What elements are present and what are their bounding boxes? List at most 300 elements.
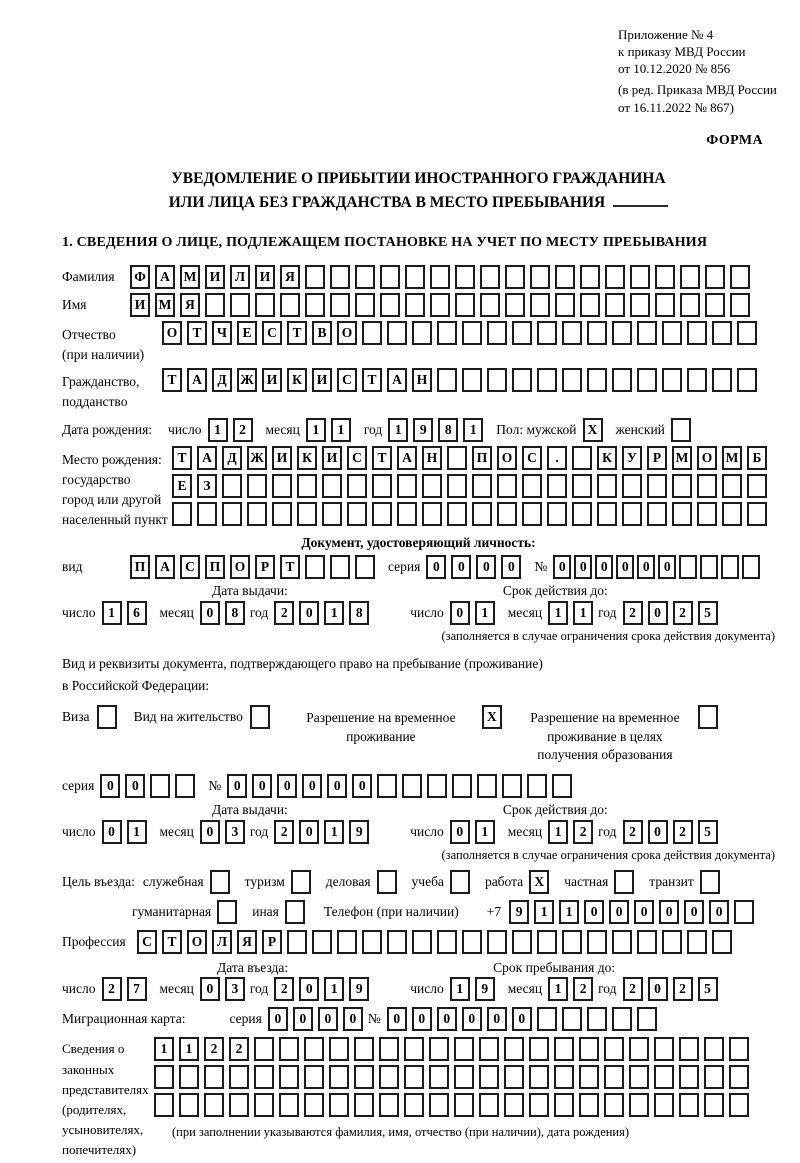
form-cell[interactable]: 9 [475, 977, 495, 1001]
form-number-blank[interactable] [613, 192, 668, 207]
form-cell[interactable] [587, 930, 607, 954]
form-cell[interactable] [487, 368, 507, 392]
form-cell[interactable] [512, 321, 532, 345]
form-cell[interactable] [529, 1093, 549, 1117]
form-cell[interactable] [477, 774, 497, 798]
form-cell[interactable]: 3 [225, 977, 245, 1001]
form-cell[interactable]: Е [172, 474, 192, 498]
form-cell[interactable] [587, 321, 607, 345]
form-cell[interactable] [455, 265, 475, 289]
form-cell[interactable] [742, 555, 760, 579]
form-cell[interactable]: 0 [387, 1007, 407, 1031]
form-cell[interactable] [329, 1093, 349, 1117]
form-cell[interactable]: Я [237, 930, 257, 954]
form-cell[interactable] [305, 265, 325, 289]
form-cell[interactable] [347, 474, 367, 498]
form-cell[interactable]: 0 [100, 774, 120, 798]
form-cell[interactable] [614, 870, 634, 894]
form-cell[interactable]: 2 [623, 820, 643, 844]
form-cell[interactable]: 2 [673, 820, 693, 844]
form-cell[interactable]: К [297, 446, 317, 470]
form-cell[interactable]: 9 [509, 900, 529, 924]
form-cell[interactable] [154, 1065, 174, 1089]
form-cell[interactable] [250, 705, 270, 729]
form-cell[interactable]: 9 [349, 820, 369, 844]
form-cell[interactable] [172, 502, 192, 526]
form-cell[interactable] [379, 1065, 399, 1089]
form-cell[interactable] [397, 502, 417, 526]
form-cell[interactable]: 0 [252, 774, 272, 798]
form-cell[interactable] [222, 474, 242, 498]
form-cell[interactable]: 5 [698, 601, 718, 625]
form-cell[interactable]: 0 [659, 900, 679, 924]
form-cell[interactable] [612, 321, 632, 345]
form-cell[interactable] [554, 1093, 574, 1117]
form-cell[interactable] [729, 1037, 749, 1061]
form-cell[interactable] [337, 930, 357, 954]
form-cell[interactable] [210, 870, 230, 894]
form-cell[interactable] [204, 1065, 224, 1089]
form-cell[interactable] [530, 293, 550, 317]
form-cell[interactable] [672, 502, 692, 526]
form-cell[interactable]: 6 [127, 601, 147, 625]
form-cell[interactable] [377, 774, 397, 798]
form-cell[interactable] [272, 474, 292, 498]
form-cell[interactable]: У [622, 446, 642, 470]
form-cell[interactable]: И [262, 368, 282, 392]
form-cell[interactable]: П [205, 555, 225, 579]
form-cell[interactable] [597, 474, 617, 498]
form-cell[interactable] [671, 418, 691, 442]
form-cell[interactable] [505, 293, 525, 317]
form-cell[interactable]: X [529, 870, 549, 894]
form-cell[interactable]: 8 [225, 601, 245, 625]
form-cell[interactable]: 5 [698, 977, 718, 1001]
form-cell[interactable] [217, 900, 237, 924]
form-cell[interactable]: 0 [277, 774, 297, 798]
form-cell[interactable]: О [697, 446, 717, 470]
form-cell[interactable]: 0 [501, 555, 521, 579]
form-cell[interactable]: 0 [299, 977, 319, 1001]
form-cell[interactable] [712, 321, 732, 345]
form-cell[interactable]: О [230, 555, 250, 579]
form-cell[interactable]: 5 [698, 820, 718, 844]
form-cell[interactable]: Н [412, 368, 432, 392]
form-cell[interactable] [555, 265, 575, 289]
form-cell[interactable] [462, 368, 482, 392]
form-cell[interactable]: 2 [573, 977, 593, 1001]
form-cell[interactable] [630, 265, 650, 289]
form-cell[interactable]: 2 [229, 1037, 249, 1061]
form-cell[interactable]: И [255, 265, 275, 289]
form-cell[interactable] [562, 368, 582, 392]
form-cell[interactable]: 0 [450, 601, 470, 625]
form-cell[interactable] [329, 1065, 349, 1089]
form-cell[interactable]: Р [262, 930, 282, 954]
form-cell[interactable] [562, 321, 582, 345]
form-cell[interactable]: Ч [212, 321, 232, 345]
form-cell[interactable] [430, 293, 450, 317]
form-cell[interactable] [380, 293, 400, 317]
form-cell[interactable] [254, 1065, 274, 1089]
form-cell[interactable]: П [130, 555, 150, 579]
form-cell[interactable] [562, 1007, 582, 1031]
form-cell[interactable]: В [312, 321, 332, 345]
form-cell[interactable]: 0 [352, 774, 372, 798]
form-cell[interactable] [429, 1093, 449, 1117]
form-cell[interactable]: 0 [648, 977, 668, 1001]
form-cell[interactable] [312, 930, 332, 954]
form-cell[interactable]: А [155, 265, 175, 289]
form-cell[interactable] [479, 1037, 499, 1061]
form-cell[interactable] [355, 555, 375, 579]
form-cell[interactable] [487, 321, 507, 345]
form-cell[interactable] [222, 502, 242, 526]
form-cell[interactable] [479, 1065, 499, 1089]
form-cell[interactable]: 1 [324, 601, 344, 625]
form-cell[interactable] [322, 502, 342, 526]
form-cell[interactable] [347, 502, 367, 526]
form-cell[interactable] [422, 474, 442, 498]
form-cell[interactable]: 2 [274, 820, 294, 844]
form-cell[interactable]: 1 [324, 977, 344, 1001]
form-cell[interactable] [622, 502, 642, 526]
form-cell[interactable]: 1 [127, 820, 147, 844]
form-cell[interactable] [572, 474, 592, 498]
form-cell[interactable] [554, 1065, 574, 1089]
form-cell[interactable] [612, 368, 632, 392]
form-cell[interactable]: 2 [673, 601, 693, 625]
form-cell[interactable]: 2 [623, 601, 643, 625]
form-cell[interactable] [480, 265, 500, 289]
form-cell[interactable] [679, 1093, 699, 1117]
form-cell[interactable]: 0 [584, 900, 604, 924]
form-cell[interactable]: Я [180, 293, 200, 317]
form-cell[interactable] [355, 293, 375, 317]
form-cell[interactable] [604, 1037, 624, 1061]
form-cell[interactable] [730, 293, 750, 317]
form-cell[interactable] [404, 1065, 424, 1089]
form-cell[interactable] [721, 555, 739, 579]
form-cell[interactable] [654, 1037, 674, 1061]
form-cell[interactable]: 1 [548, 820, 568, 844]
form-cell[interactable]: 1 [548, 601, 568, 625]
form-cell[interactable]: Ж [247, 446, 267, 470]
form-cell[interactable] [454, 1093, 474, 1117]
form-cell[interactable] [527, 774, 547, 798]
form-cell[interactable] [437, 321, 457, 345]
form-cell[interactable] [562, 930, 582, 954]
form-cell[interactable]: С [180, 555, 200, 579]
form-cell[interactable]: О [497, 446, 517, 470]
form-cell[interactable] [687, 930, 707, 954]
form-cell[interactable]: 2 [102, 977, 122, 1001]
form-cell[interactable]: 0 [125, 774, 145, 798]
form-cell[interactable]: 0 [343, 1007, 363, 1031]
form-cell[interactable]: 1 [324, 820, 344, 844]
form-cell[interactable]: С [137, 930, 157, 954]
form-cell[interactable] [204, 1093, 224, 1117]
form-cell[interactable] [497, 502, 517, 526]
form-cell[interactable]: Я [280, 265, 300, 289]
form-cell[interactable] [530, 265, 550, 289]
form-cell[interactable]: Т [162, 930, 182, 954]
form-cell[interactable] [412, 321, 432, 345]
form-cell[interactable] [605, 293, 625, 317]
form-cell[interactable] [655, 293, 675, 317]
form-cell[interactable] [700, 555, 718, 579]
form-cell[interactable]: 0 [200, 977, 220, 1001]
form-cell[interactable] [429, 1065, 449, 1089]
form-cell[interactable]: С [522, 446, 542, 470]
form-cell[interactable] [537, 368, 557, 392]
form-cell[interactable]: А [155, 555, 175, 579]
form-cell[interactable] [279, 1065, 299, 1089]
form-cell[interactable] [254, 1037, 274, 1061]
form-cell[interactable] [175, 774, 195, 798]
form-cell[interactable] [322, 474, 342, 498]
form-cell[interactable]: 0 [553, 555, 571, 579]
form-cell[interactable]: 1 [154, 1037, 174, 1061]
form-cell[interactable]: 2 [573, 820, 593, 844]
form-cell[interactable] [454, 1037, 474, 1061]
form-cell[interactable] [502, 774, 522, 798]
form-cell[interactable]: М [722, 446, 742, 470]
form-cell[interactable] [712, 368, 732, 392]
form-cell[interactable] [504, 1065, 524, 1089]
form-cell[interactable]: 0 [102, 820, 122, 844]
form-cell[interactable] [304, 1093, 324, 1117]
form-cell[interactable]: 0 [450, 820, 470, 844]
form-cell[interactable] [437, 930, 457, 954]
form-cell[interactable]: 2 [673, 977, 693, 1001]
form-cell[interactable]: 0 [451, 555, 471, 579]
form-cell[interactable] [679, 555, 697, 579]
form-cell[interactable] [354, 1093, 374, 1117]
form-cell[interactable]: 0 [574, 555, 592, 579]
form-cell[interactable] [305, 555, 325, 579]
form-cell[interactable]: 2 [274, 601, 294, 625]
form-cell[interactable]: О [187, 930, 207, 954]
form-cell[interactable]: И [205, 265, 225, 289]
form-cell[interactable] [304, 1065, 324, 1089]
form-cell[interactable] [247, 474, 267, 498]
form-cell[interactable] [554, 1037, 574, 1061]
form-cell[interactable]: Р [647, 446, 667, 470]
form-cell[interactable] [404, 1037, 424, 1061]
form-cell[interactable] [479, 1093, 499, 1117]
form-cell[interactable]: Д [212, 368, 232, 392]
form-cell[interactable] [672, 474, 692, 498]
form-cell[interactable] [472, 502, 492, 526]
form-cell[interactable] [687, 321, 707, 345]
form-cell[interactable] [654, 1093, 674, 1117]
form-cell[interactable]: 0 [684, 900, 704, 924]
form-cell[interactable] [279, 1037, 299, 1061]
form-cell[interactable]: 7 [127, 977, 147, 1001]
form-cell[interactable] [422, 502, 442, 526]
form-cell[interactable] [230, 293, 250, 317]
form-cell[interactable] [629, 1065, 649, 1089]
form-cell[interactable]: Е [237, 321, 257, 345]
form-cell[interactable]: 1 [306, 418, 326, 442]
form-cell[interactable]: К [287, 368, 307, 392]
form-cell[interactable] [330, 265, 350, 289]
form-cell[interactable] [437, 368, 457, 392]
form-cell[interactable]: X [482, 705, 502, 729]
form-cell[interactable]: М [180, 265, 200, 289]
form-cell[interactable] [380, 265, 400, 289]
form-cell[interactable]: 0 [709, 900, 729, 924]
form-cell[interactable] [579, 1037, 599, 1061]
form-cell[interactable] [747, 502, 767, 526]
form-cell[interactable]: Л [230, 265, 250, 289]
form-cell[interactable] [705, 265, 725, 289]
form-cell[interactable] [255, 293, 275, 317]
form-cell[interactable] [547, 502, 567, 526]
form-cell[interactable] [487, 930, 507, 954]
form-cell[interactable]: 0 [595, 555, 613, 579]
form-cell[interactable] [430, 265, 450, 289]
form-cell[interactable]: 1 [475, 601, 495, 625]
form-cell[interactable] [397, 474, 417, 498]
form-cell[interactable]: Т [287, 321, 307, 345]
form-cell[interactable]: 0 [200, 601, 220, 625]
form-cell[interactable]: 1 [450, 977, 470, 1001]
form-cell[interactable]: М [155, 293, 175, 317]
form-cell[interactable] [280, 293, 300, 317]
form-cell[interactable] [537, 321, 557, 345]
form-cell[interactable] [291, 870, 311, 894]
form-cell[interactable] [330, 555, 350, 579]
form-cell[interactable]: 2 [233, 418, 253, 442]
form-cell[interactable] [729, 1065, 749, 1089]
form-cell[interactable] [604, 1065, 624, 1089]
form-cell[interactable] [679, 1065, 699, 1089]
form-cell[interactable] [279, 1093, 299, 1117]
form-cell[interactable] [647, 474, 667, 498]
form-cell[interactable] [655, 265, 675, 289]
form-cell[interactable] [512, 930, 532, 954]
form-cell[interactable] [452, 774, 472, 798]
form-cell[interactable] [547, 474, 567, 498]
form-cell[interactable]: С [262, 321, 282, 345]
form-cell[interactable] [305, 293, 325, 317]
form-cell[interactable]: 0 [268, 1007, 288, 1031]
form-cell[interactable] [572, 446, 592, 470]
form-cell[interactable] [579, 1093, 599, 1117]
form-cell[interactable]: 0 [648, 820, 668, 844]
form-cell[interactable] [722, 474, 742, 498]
form-cell[interactable] [387, 321, 407, 345]
form-cell[interactable] [622, 474, 642, 498]
form-cell[interactable]: 2 [274, 977, 294, 1001]
form-cell[interactable]: 0 [200, 820, 220, 844]
form-cell[interactable]: С [337, 368, 357, 392]
form-cell[interactable] [412, 930, 432, 954]
form-cell[interactable] [522, 502, 542, 526]
form-cell[interactable]: Т [187, 321, 207, 345]
form-cell[interactable] [405, 265, 425, 289]
form-cell[interactable]: 2 [623, 977, 643, 1001]
form-cell[interactable]: . [547, 446, 567, 470]
form-cell[interactable]: 0 [658, 555, 676, 579]
form-cell[interactable] [679, 1037, 699, 1061]
form-cell[interactable] [704, 1093, 724, 1117]
form-cell[interactable] [587, 368, 607, 392]
form-cell[interactable] [734, 900, 754, 924]
form-cell[interactable] [150, 774, 170, 798]
form-cell[interactable] [462, 321, 482, 345]
form-cell[interactable] [698, 705, 718, 729]
form-cell[interactable] [372, 474, 392, 498]
form-cell[interactable]: Л [212, 930, 232, 954]
form-cell[interactable]: 0 [462, 1007, 482, 1031]
form-cell[interactable] [529, 1065, 549, 1089]
form-cell[interactable] [372, 502, 392, 526]
form-cell[interactable]: 0 [412, 1007, 432, 1031]
form-cell[interactable] [705, 293, 725, 317]
form-cell[interactable]: А [197, 446, 217, 470]
form-cell[interactable] [97, 705, 117, 729]
form-cell[interactable] [587, 1007, 607, 1031]
form-cell[interactable]: 0 [487, 1007, 507, 1031]
form-cell[interactable] [680, 265, 700, 289]
form-cell[interactable]: И [130, 293, 150, 317]
form-cell[interactable]: З [197, 474, 217, 498]
form-cell[interactable] [512, 368, 532, 392]
form-cell[interactable]: 0 [648, 601, 668, 625]
form-cell[interactable] [637, 368, 657, 392]
form-cell[interactable]: И [312, 368, 332, 392]
form-cell[interactable] [254, 1093, 274, 1117]
form-cell[interactable]: 0 [512, 1007, 532, 1031]
form-cell[interactable] [297, 474, 317, 498]
form-cell[interactable] [462, 930, 482, 954]
form-cell[interactable]: С [347, 446, 367, 470]
form-cell[interactable]: 1 [208, 418, 228, 442]
form-cell[interactable] [179, 1065, 199, 1089]
form-cell[interactable] [362, 930, 382, 954]
form-cell[interactable] [377, 870, 397, 894]
form-cell[interactable]: 2 [204, 1037, 224, 1061]
form-cell[interactable] [447, 474, 467, 498]
form-cell[interactable]: 1 [573, 601, 593, 625]
form-cell[interactable]: 1 [548, 977, 568, 1001]
form-cell[interactable] [730, 265, 750, 289]
form-cell[interactable] [630, 293, 650, 317]
form-cell[interactable] [537, 1007, 557, 1031]
form-cell[interactable] [662, 368, 682, 392]
form-cell[interactable]: 1 [475, 820, 495, 844]
form-cell[interactable] [405, 293, 425, 317]
form-cell[interactable]: Б [747, 446, 767, 470]
form-cell[interactable] [450, 870, 470, 894]
form-cell[interactable]: О [162, 321, 182, 345]
form-cell[interactable]: 1 [559, 900, 579, 924]
form-cell[interactable] [427, 774, 447, 798]
form-cell[interactable] [504, 1093, 524, 1117]
form-cell[interactable] [247, 502, 267, 526]
form-cell[interactable] [272, 502, 292, 526]
form-cell[interactable] [700, 870, 720, 894]
form-cell[interactable] [704, 1037, 724, 1061]
form-cell[interactable]: 0 [476, 555, 496, 579]
form-cell[interactable] [697, 502, 717, 526]
form-cell[interactable]: 0 [293, 1007, 313, 1031]
form-cell[interactable] [354, 1065, 374, 1089]
form-cell[interactable]: 0 [616, 555, 634, 579]
